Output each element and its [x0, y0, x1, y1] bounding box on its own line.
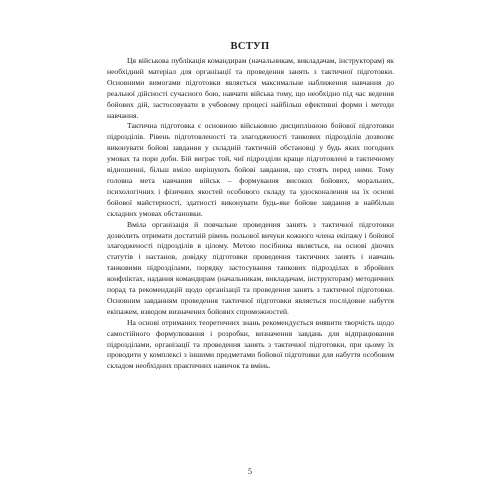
paragraph-4: На основі отриманих теоретичних знань рекомендується виявити творчість щодо самостійного формулювання і розробки, визначення завдань для відпрацювання підрозділами, організації та проведення занять з тактичної підготовки, при цьому їх проводити у комплексі з іншими предметами бойової підготовки для набуття особовим складом необхідних практичних навичок та вмінь.	[107, 317, 394, 371]
body-text	[107, 56, 394, 372]
page-number: 5	[248, 467, 252, 476]
paragraph-1: Ця військова публікація командирам (начальникам, викладачам, інструкторам) як необхідний матеріал для організації та проведення занять з тактичної підготовки. Основними вимогами підготовки являється максимальне наближення навчання до реальної дійсності сучасного бою, навчати війська тому, що необхідно під час ведення бойових дій, застосовувати в учбовому процесі найбільш ефективні форми і методи навчання.	[107, 56, 394, 120]
paragraph-3: Вміла організація й повчальне проведення занять з тактичної підготовки дозволить отримати достатній рівень польової вичуки кожного члена екіпажу і бойової злагодженості підрозділів в цілому. Метою посібника являється, на основі діючих статутів і настанов, довідку підготовки проведення тактичних занять і навчань танковими підрозділами, порядку застосування танкових підрозділах в збройних конфліктах, надання командирам (начальникам, викладачам, інструкторам) методичних порад та рекомендацій щодо організації та проведення занять з тактичної підготовки. Основним завданням проведення тактичної підготовки являється послідовне набуття екіпажем, взводом визначених бойових спроможностей.	[107, 219, 394, 316]
section-heading: ВСТУП	[230, 41, 270, 52]
paragraph-2: Тактична підготовка є основною військовою дисциплінною бойової підготовки підрозділів. Рівень підготовленості та злагодженості танкових підрозділів дозволяє виконувати бойові завдання у складній тактичній обстановці у будь яких погодних умовах та пори доби. Бій виграє той, чиї підрозділи краще підготовлені в тактичному відношенні, більш вміло вирішують бойові завдання, що стоять перед ними. Тому головна мета навчання військ – формування високих бойових, моральних, психологічних і фізичних якостей особового складу та удосконалення на їх основі бойової майстерності, здатності виконувати будь-яке бойове завдання в найбільш складних умовах обстановки.	[107, 121, 394, 218]
